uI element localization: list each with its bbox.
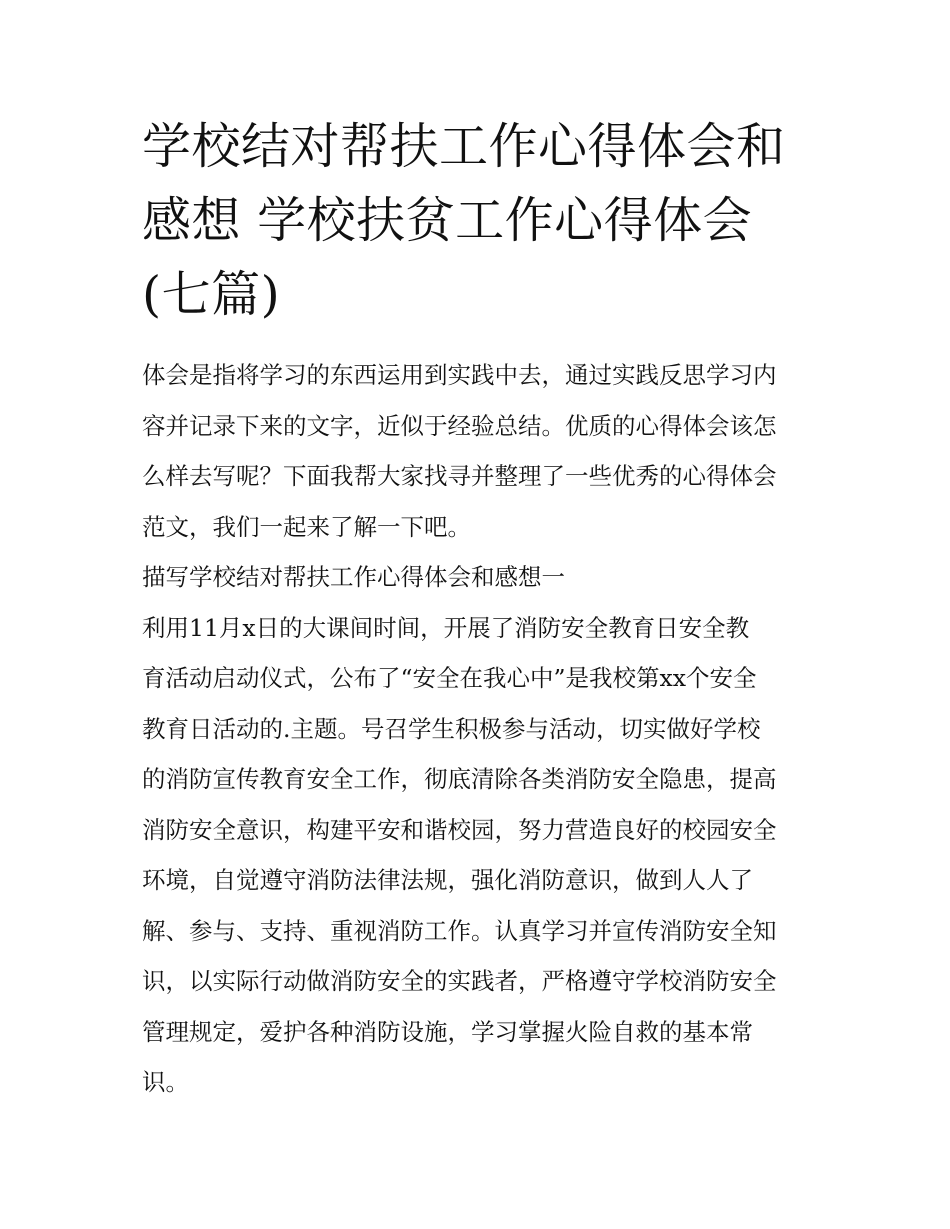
- document-body: [142, 350, 814, 1108]
- section-line-6: 环境，自觉遵守消防法律法规，强化消防意识，做到人人了: [142, 866, 753, 894]
- section-line-3: 教育日活动的.主题。号召学生积极参与活动，切实做好学校: [142, 714, 761, 743]
- section-line-8: 识，以实际行动做消防安全的实践者，严格遵守学校消防安全: [142, 967, 777, 995]
- document-page: [142, 110, 814, 1108]
- section-line-5: 消防安全意识，构建平安和谐校园，努力营造良好的校园安全: [142, 815, 777, 844]
- section-line-2: 育活动启动仪式，公布了“安全在我心中”是我校第xx个安全: [142, 664, 757, 692]
- intro-line-4: 范文，我们一起来了解一下吧。: [142, 512, 471, 541]
- section-line-10: 识。: [142, 1068, 189, 1096]
- intro-line-3: 么样去写呢？下面我帮大家找寻并整理了一些优秀的心得体会: [142, 462, 777, 490]
- section-line-9: 管理规定，爱护各种消防设施，学习掌握火险自救的基本常: [142, 1017, 753, 1046]
- document-title: [142, 110, 814, 332]
- section-line-1: 利用11月x日的大课间时间，开展了消防安全教育日安全教: [142, 613, 750, 642]
- section-line-7: 解、参与、支持、重视消防工作。认真学习并宣传消防安全知: [142, 916, 777, 945]
- section-heading: 描写学校结对帮扶工作心得体会和感想一: [142, 563, 565, 591]
- section-line-4: 的消防宣传教育安全工作，彻底清除各类消防安全隐患，提高: [142, 765, 777, 793]
- title-line-3: (七篇): [142, 266, 281, 323]
- intro-line-2: 容并记录下来的文字，近似于经验总结。优质的心得体会该怎: [142, 411, 777, 440]
- title-line-2: 感想 学校扶贫工作心得体会: [142, 192, 753, 249]
- title-line-1: 学校结对帮扶工作心得体会和: [142, 118, 786, 175]
- intro-line-1: 体会是指将学习的东西运用到实践中去，通过实践反思学习内: [142, 361, 777, 389]
